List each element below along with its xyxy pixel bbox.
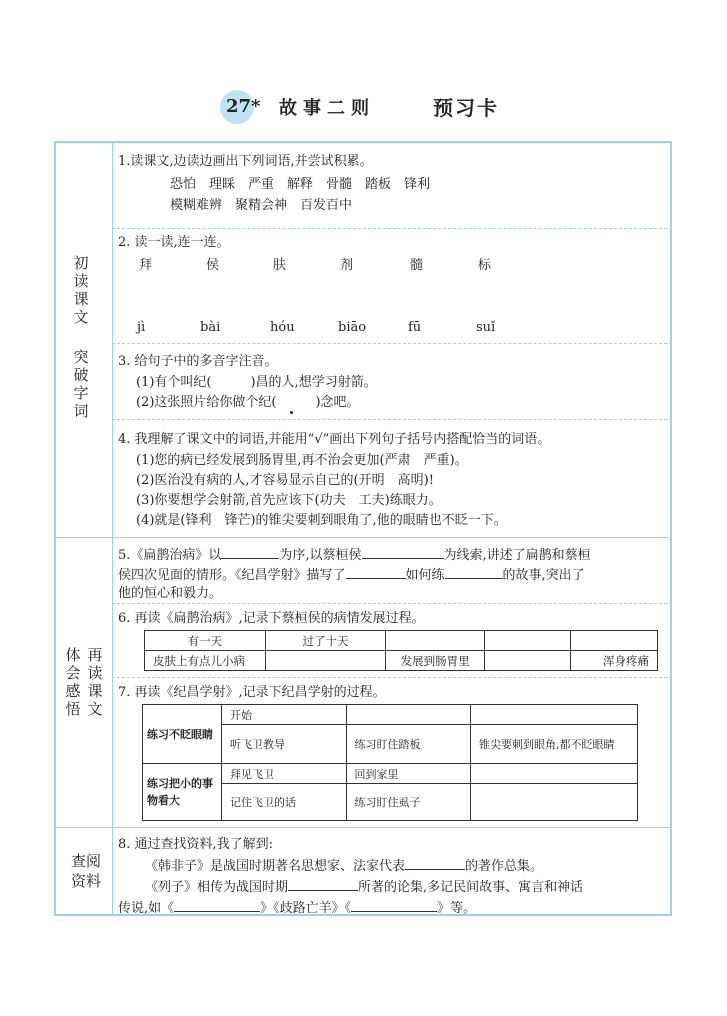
blank[interactable] [288, 876, 358, 891]
section-divider [54, 827, 672, 828]
q3-stem: 3. 给句子中的多音字注音。 [118, 354, 278, 369]
blank[interactable] [445, 564, 503, 579]
question-divider [112, 343, 672, 344]
table-cell[interactable] [485, 631, 571, 651]
emphasis-dot [290, 411, 293, 414]
blank[interactable] [346, 564, 406, 579]
question-divider [112, 677, 672, 678]
q2-pinyin: suǐ [476, 320, 496, 335]
blank[interactable] [221, 544, 279, 559]
q1-words-row2: 模糊难辨 聚精会神 百发百中 [170, 198, 353, 213]
blank[interactable] [405, 855, 465, 870]
q5-line1: 5.《扁鹊治病》以 为序,以蔡桓侯 为线索,讲述了扁鹊和蔡桓 [118, 544, 591, 566]
lesson-number: 27* [226, 96, 261, 117]
q8-line1: 《韩非子》是战国时期著名思想家、法家代表 的著作总集。 [145, 855, 543, 877]
section-label-first-read: 初读课文 [73, 254, 89, 326]
q4-item-4: (4)就是(锋利 锋芒)的锥尖要刺到眼角了,他的眼睛也不眨一下。 [136, 513, 507, 528]
table-cell[interactable] [571, 631, 658, 651]
table-cell: 练习盯住虱子 [346, 784, 471, 821]
lesson-title: 故事二则 [279, 98, 375, 119]
q5-line2: 侯四次见面的情形。《纪昌学射》描写了 如何练 的故事,突出了 [118, 564, 585, 586]
q7-group-label: 练习把小的事物看大 [143, 764, 222, 821]
q8-line3: 传说,如《 》《歧路亡羊》《 》等。 [118, 897, 476, 919]
table-cell[interactable] [346, 705, 471, 725]
q2-char: 剂 [340, 258, 354, 273]
table-cell: 皮肤上有点儿小病 [145, 651, 266, 671]
blank[interactable] [351, 897, 437, 912]
q2-char: 标 [478, 258, 492, 273]
table-cell[interactable] [386, 631, 485, 651]
section-label-reread: 再读课文 [87, 646, 103, 718]
table-cell: 练习盯住踏板 [346, 725, 471, 764]
q1-stem: 1.读课文,边读边画出下列词语,并尝试积累。 [118, 154, 373, 169]
section-divider [54, 537, 672, 538]
q2-pinyin: fū [408, 320, 422, 335]
blank[interactable] [174, 897, 260, 912]
q8-line2: 《列子》相传为战国时期 所著的论集,多记民间故事、寓言和神话 [145, 876, 583, 898]
blank[interactable] [362, 544, 444, 559]
table-cell: 过了十天 [265, 631, 385, 651]
q1-words-row1: 恐怕 理睬 严重 解释 骨髓 踏板 锋利 [170, 177, 431, 192]
q2-stem: 2. 读一读,连一连。 [118, 235, 230, 250]
q7-table [142, 704, 638, 821]
q2-pinyin: bài [200, 320, 221, 335]
q2-pinyin: biāo [338, 320, 367, 335]
q4-item-1: (1)您的病已经发展到肠胃里,再不治会更加(严肃 严重)。 [136, 453, 468, 468]
q3-item-1: (1)有个叫纪( )昌的人,想学习射箭。 [136, 375, 377, 390]
section-label-words: 突破字词 [73, 348, 89, 420]
card-title: 预习卡 [433, 96, 499, 120]
q2-char: 拜 [139, 258, 153, 273]
table-cell: 回到家里 [346, 764, 471, 784]
table-cell: 发展到肠胃里 [386, 651, 485, 671]
q6-stem: 6. 再读《扁鹊治病》,记录下蔡桓侯的病情发展过程。 [118, 611, 425, 626]
question-divider [112, 228, 672, 229]
q4-item-3: (3)你要想学会射箭,首先应该下(功夫 工夫)练眼力。 [136, 493, 442, 508]
q4-stem: 4. 我理解了课文中的词语,并能用“√”画出下列句子括号内搭配恰当的词语。 [118, 432, 551, 447]
table-cell[interactable] [485, 651, 571, 671]
section-label-understand: 体会感悟 [65, 646, 81, 718]
question-divider [112, 419, 672, 420]
q3-item-2: (2)这张照片给你做个纪( )念吧。 [136, 395, 360, 410]
table-cell: 有一天 [145, 631, 266, 651]
q7-stem: 7. 再读《纪昌学射》,记录下纪昌学射的过程。 [118, 685, 386, 700]
table-cell[interactable] [265, 651, 385, 671]
q8-stem: 8. 通过查找资料,我了解到: [118, 837, 274, 852]
table-cell: 拜见飞卫 [222, 764, 347, 784]
section-label-research: 查阅资料 [70, 852, 101, 890]
q6-table [144, 630, 658, 671]
q4-item-2: (2)医治没有病的人,才容易显示自己的(开明 高明)! [136, 473, 434, 488]
q2-pinyin: jì [137, 320, 146, 335]
q2-char: 侯 [206, 258, 220, 273]
table-cell[interactable] [471, 705, 638, 725]
table-cell: 听飞卫教导 [222, 725, 347, 764]
q7-group-label: 练习不眨眼睛 [143, 705, 222, 764]
table-cell: 锥尖要刺到眼角,都不眨眼睛 [471, 725, 638, 764]
table-cell: 浑身疼痛 [571, 651, 658, 671]
table-cell[interactable] [471, 784, 638, 821]
page-header [0, 82, 727, 126]
q5-line3: 他的恒心和毅力。 [118, 586, 223, 601]
q2-char: 肤 [273, 258, 287, 273]
q2-char: 髓 [410, 258, 424, 273]
table-cell: 开始 [222, 705, 347, 725]
table-cell: 记住飞卫的话 [222, 784, 347, 821]
q2-pinyin: hóu [270, 320, 295, 335]
table-cell[interactable] [471, 764, 638, 784]
